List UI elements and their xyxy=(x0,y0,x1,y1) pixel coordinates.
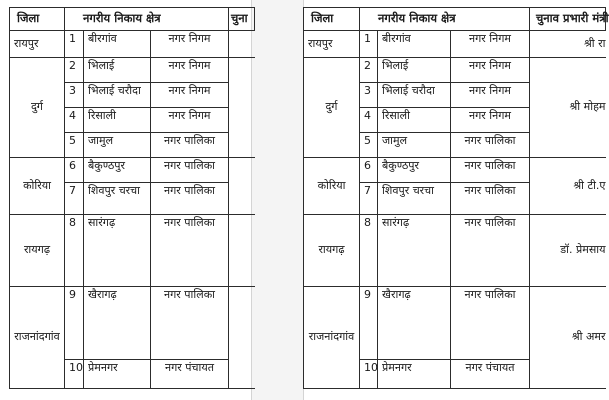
minister-cell: श्री टी.ए xyxy=(530,158,606,215)
body-name-cell: शिवपुर चरचा xyxy=(378,183,451,215)
district-cell: रायपुर xyxy=(304,31,360,58)
body-type-cell: नगर पालिका xyxy=(451,183,530,215)
body-name-cell: भिलाई चरौदा xyxy=(84,83,151,108)
header-minister-cut: चुना xyxy=(229,8,255,31)
body-type-cell: नगर पालिका xyxy=(151,183,229,215)
body-name-cell: सारंगढ़ xyxy=(84,215,151,287)
body-name-cell: बीरगांव xyxy=(378,31,451,58)
body-type-cell: नगर पालिका xyxy=(151,215,229,287)
body-name-cell: भिलाई xyxy=(84,58,151,83)
serial-cell: 4 xyxy=(65,108,84,133)
body-type-cell: नगर पालिका xyxy=(451,287,530,360)
table-row xyxy=(10,31,255,58)
serial-cell: 7 xyxy=(360,183,378,215)
right-table xyxy=(303,7,609,389)
serial-cell: 2 xyxy=(65,58,84,83)
serial-cell: 10 xyxy=(360,360,378,389)
minister-cell xyxy=(229,58,255,158)
district-cell: राजनांदगांव xyxy=(10,287,65,389)
district-cell: दुर्ग xyxy=(10,58,65,158)
body-name-cell: खैरागढ़ xyxy=(378,287,451,360)
body-name-cell: जामुल xyxy=(378,133,451,158)
body-name-cell: रिसाली xyxy=(378,108,451,133)
table-row xyxy=(304,287,606,360)
body-type-cell: नगर पालिका xyxy=(151,158,229,183)
body-name-cell: खैरागढ़ xyxy=(84,287,151,360)
minister-cell: श्री अमर xyxy=(530,287,606,389)
body-type-cell: नगर निगम xyxy=(451,83,530,108)
serial-cell: 9 xyxy=(360,287,378,360)
body-name-cell: जामुल xyxy=(84,133,151,158)
table-row xyxy=(304,58,606,83)
body-type-cell: नगर निगम xyxy=(451,58,530,83)
district-cell: रायपुर xyxy=(10,31,65,58)
serial-cell: 10 xyxy=(65,360,84,389)
minister-cell xyxy=(229,158,255,215)
serial-cell: 6 xyxy=(65,158,84,183)
body-type-cell: नगर पंचायत xyxy=(151,360,229,389)
minister-cell: श्री मोहम xyxy=(530,58,606,158)
body-type-cell: नगर निगम xyxy=(151,31,229,58)
body-name-cell: शिवपुर चरचा xyxy=(84,183,151,215)
page-gap xyxy=(251,0,303,400)
body-type-cell: नगर निगम xyxy=(151,83,229,108)
table-row xyxy=(304,158,606,183)
body-name-cell: भिलाई चरौदा xyxy=(378,83,451,108)
serial-cell: 2 xyxy=(360,58,378,83)
body-name-cell: बीरगांव xyxy=(84,31,151,58)
body-type-cell: नगर निगम xyxy=(151,58,229,83)
body-name-cell: सारंगढ़ xyxy=(378,215,451,287)
minister-cell: श्री रा xyxy=(530,31,606,58)
body-type-cell: नगर पालिका xyxy=(451,215,530,287)
serial-cell: 3 xyxy=(360,83,378,108)
minister-cell xyxy=(229,215,255,287)
body-name-cell: बैकुण्ठपुर xyxy=(84,158,151,183)
district-cell: कोरिया xyxy=(304,158,360,215)
header-district: जिला xyxy=(10,8,65,31)
table-row xyxy=(10,215,255,287)
serial-cell: 4 xyxy=(360,108,378,133)
body-type-cell: नगर पालिका xyxy=(451,133,530,158)
district-cell: दुर्ग xyxy=(304,58,360,158)
serial-cell: 1 xyxy=(360,31,378,58)
header-row xyxy=(10,8,255,31)
district-cell: कोरिया xyxy=(10,158,65,215)
minister-cell: डॉ. प्रेमसाय xyxy=(530,215,606,287)
body-type-cell: नगर पंचायत xyxy=(451,360,530,389)
serial-cell: 3 xyxy=(65,83,84,108)
serial-cell: 5 xyxy=(360,133,378,158)
serial-cell: 8 xyxy=(360,215,378,287)
minister-cell xyxy=(229,287,255,389)
serial-cell: 7 xyxy=(65,183,84,215)
header-urban-body: नगरीय निकाय क्षेत्र xyxy=(360,8,530,31)
body-name-cell: प्रेमनगर xyxy=(84,360,151,389)
serial-cell: 9 xyxy=(65,287,84,360)
serial-cell: 1 xyxy=(65,31,84,58)
district-cell: रायगढ़ xyxy=(10,215,65,287)
header-district: जिला xyxy=(304,8,360,31)
header-row xyxy=(304,8,606,31)
table-row xyxy=(10,287,255,360)
serial-cell: 5 xyxy=(65,133,84,158)
body-type-cell: नगर निगम xyxy=(451,31,530,58)
serial-cell: 8 xyxy=(65,215,84,287)
body-name-cell: रिसाली xyxy=(84,108,151,133)
minister-cell xyxy=(229,31,255,58)
body-name-cell: भिलाई xyxy=(378,58,451,83)
body-type-cell: नगर पालिका xyxy=(151,287,229,360)
district-cell: रायगढ़ xyxy=(304,215,360,287)
body-type-cell: नगर निगम xyxy=(451,108,530,133)
district-cell: राजनांदगांव xyxy=(304,287,360,389)
body-name-cell: प्रेमनगर xyxy=(378,360,451,389)
body-type-cell: नगर पालिका xyxy=(451,158,530,183)
table-row xyxy=(304,215,606,287)
table-row xyxy=(10,158,255,183)
header-minister: चुनाव प्रभारी मंत्री xyxy=(530,8,606,31)
table-row xyxy=(304,31,606,58)
header-urban-body: नगरीय निकाय क्षेत्र xyxy=(65,8,229,31)
table-row xyxy=(10,58,255,83)
serial-cell: 6 xyxy=(360,158,378,183)
body-type-cell: नगर निगम xyxy=(151,108,229,133)
left-table xyxy=(9,7,255,389)
body-name-cell: बैकुण्ठपुर xyxy=(378,158,451,183)
body-type-cell: नगर पालिका xyxy=(151,133,229,158)
